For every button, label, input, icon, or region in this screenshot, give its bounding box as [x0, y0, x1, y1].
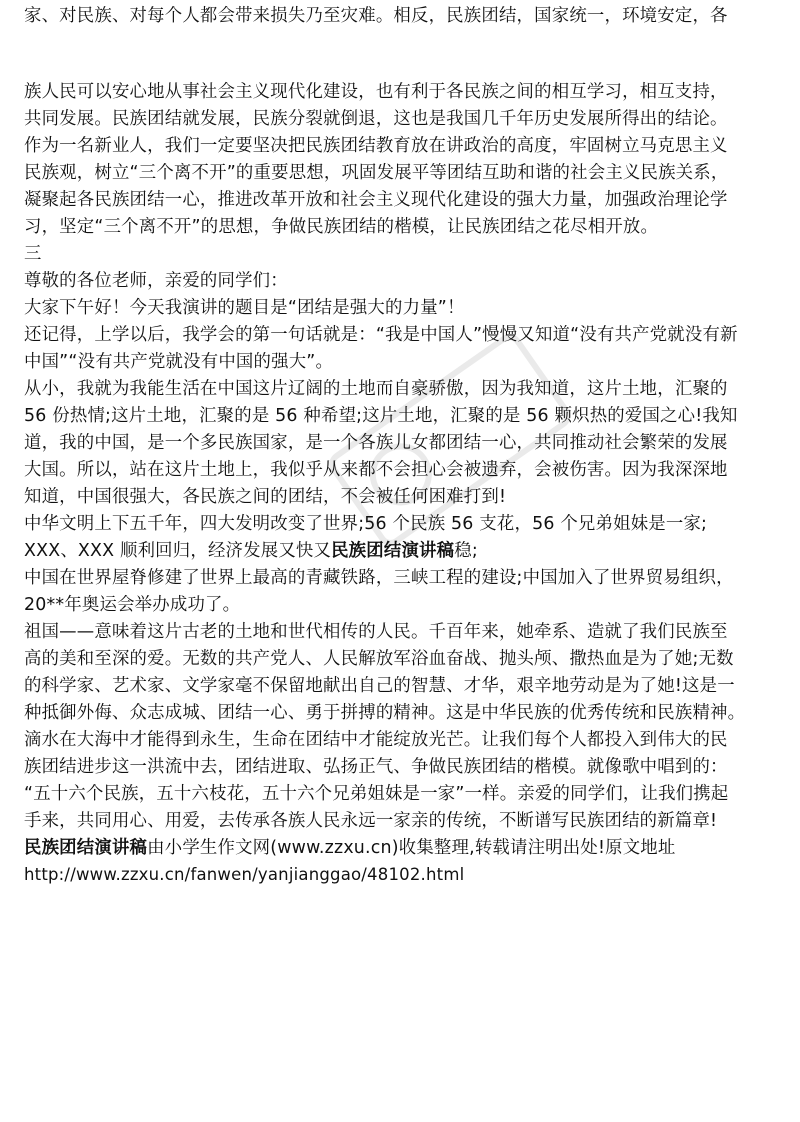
- text-line: 20**年奥运会举办成功了。: [24, 595, 241, 615]
- text-line: 祖国——意味着这片古老的土地和世代相传的人民。千百年来，她牵系、造就了我们民族至: [24, 622, 728, 642]
- text-line: 作为一名新业人，我们一定要坚决把民族团结教育放在讲政治的高度，牢固树立马克思主义: [24, 136, 728, 156]
- text-line: 习，坚定“三个离不开”的思想，争做民族团结的楷模，让民族团结之花尽相开放。: [24, 217, 659, 237]
- text-line: 从小，我就为我能生活在中国这片辽阔的土地而自豪骄傲，因为我知道，这片土地，汇聚的: [24, 379, 728, 399]
- text-line: 知道，中国很强大，各民族之间的团结，不会被任何困难打到!: [24, 487, 507, 507]
- source-url-link[interactable]: http://www.zzxu.cn/fanwen/yanjianggao/48102.html: [24, 865, 465, 884]
- text-line: 大家下午好！今天我演讲的题目是“团结是强大的力量”！: [24, 298, 465, 318]
- bold-title-inline: 民族团结演讲稿: [24, 838, 148, 858]
- text-line: 的科学家、艺术家、文学家毫不保留地献出自己的智慧、才华，艰辛地劳动是为了她!这是一: [24, 676, 735, 696]
- source-note: [24, 834, 676, 862]
- text-line: 滴水在大海中才能得到永生，生命在团结中才能绽放光芒。让我们每个人都投入到伟大的民: [24, 730, 728, 750]
- text-line: 道，我的中国，是一个多民族国家，是一个各族儿女都团结一心，共同推动社会繁荣的发展: [24, 433, 728, 453]
- text-line: 家、对民族、对每个人都会带来损失乃至灾难。相反，民族团结，国家统一，环境安定，各: [24, 6, 728, 26]
- text-line: 中国”“没有共产党就没有中国的强大”。: [24, 352, 334, 372]
- text-segment: 由小学生作文网(www.zzxu.cn)收集整理,转载请注明出处!原文地址: [147, 838, 676, 858]
- text-line: 民族观，树立“三个离不开”的重要思想，巩固发展平等团结互助和谐的社会主义民族关系，: [24, 163, 729, 183]
- text-line: 还记得，上学以后，我学会的第一句话就是：“我是中国人”慢慢又知道“没有共产党就没有新: [24, 325, 738, 345]
- text-line: [24, 537, 478, 565]
- text-line: 高的美和至深的爱。无数的共产党人、人民解放军浴血奋战、抛头颅、撒热血是为了她;无数: [24, 649, 734, 669]
- text-line: 种抵御外侮、众志成城、团结一心、勇于拼搏的精神。这是中华民族的优秀传统和民族精神。: [24, 703, 746, 723]
- salutation: 尊敬的各位老师，亲爱的同学们：: [24, 271, 288, 291]
- text-segment: XXX、XXX 顺利回归，经济发展又快又: [24, 541, 332, 561]
- text-line: 手来，共同用心、用爱，去传承各族人民永远一家亲的传统，不断谱写民族团结的新篇章!: [24, 811, 718, 831]
- section-number: 三: [24, 244, 42, 264]
- text-segment: 稳;: [454, 541, 478, 561]
- text-line: 凝聚起各民族团结一心，推进改革开放和社会主义现代化建设的强大力量，加强政治理论学: [24, 190, 728, 210]
- text-line: 中华文明上下五千年，四大发明改变了世界;56 个民族 56 支花，56 个兄弟姐妹是一家;: [24, 514, 708, 534]
- text-line: 族人民可以安心地从事社会主义现代化建设，也有利于各民族之间的相互学习，相互支持，: [24, 82, 728, 102]
- text-line: 中国在世界屋脊修建了世界上最高的青藏铁路，三峡工程的建设;中国加入了世界贸易组织，: [24, 568, 734, 588]
- text-line: 56 份热情;这片土地，汇聚的是 56 种希望;这片土地，汇聚的是 56 颗炽热的爱国之心!我知: [24, 406, 738, 426]
- text-line: 大国。所以，站在这片土地上，我似乎从来都不会担心会被遗弃，会被伤害。因为我深深地: [24, 460, 728, 480]
- bold-title-inline: 民族团结演讲稿: [331, 541, 455, 561]
- text-line: “五十六个民族，五十六枝花，五十六个兄弟姐妹是一家”一样。亲爱的同学们，让我们携起: [24, 784, 729, 804]
- text-line: 族团结进步这一洪流中去，团结进取、弘扬正气、争做民族团结的楷模。就像歌中唱到的：: [24, 757, 728, 777]
- text-line: 共同发展。民族团结就发展，民族分裂就倒退，这也是我国几千年历史发展所得出的结论。: [24, 109, 728, 129]
